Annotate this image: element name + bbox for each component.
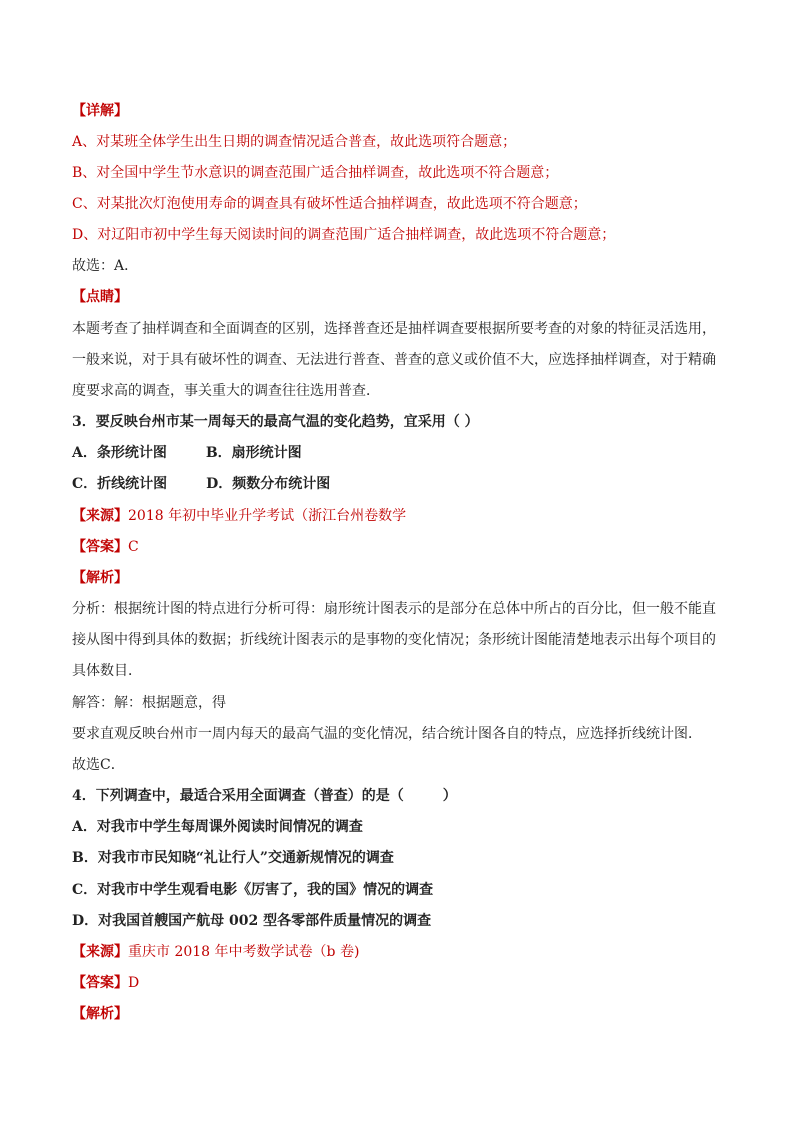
q3-source-text: 2018 年初中毕业升学考试（浙江台州卷数学 xyxy=(128,508,407,524)
q3-stem: 3．要反映台州市某一周每天的最高气温的变化趋势，宜采用（ ） xyxy=(72,414,479,430)
prev-option-d: D、对辽阳市初中学生每天阅读时间的调查范围广适合抽样调查，故此选项不符合题意； xyxy=(72,227,616,243)
q3-answer-label: 【答案】 xyxy=(72,539,128,555)
q4-answer-label: 【答案】 xyxy=(72,975,128,991)
dianjing-line-1: 本题考查了抽样调查和全面调查的区别，选择普查还是抽样调查要根据所要考查的对象的特征灵活选用， xyxy=(72,321,716,337)
q3-source xyxy=(72,505,734,527)
q3-options-row-1: A．条形统计图 B．扇形统计图 xyxy=(72,445,302,461)
q3-analysis-line-1: 分析：根据统计图的特点进行分析可得：扇形统计图表示的是部分在总体中所占的百分比，但一般不能直 xyxy=(72,601,716,617)
q3-analysis-label: 【解析】 xyxy=(72,570,128,586)
xiangjie-label: 【详解】 xyxy=(72,103,128,119)
q3-analysis-line-3: 具体数目． xyxy=(72,663,142,679)
q3-source-label: 【来源】 xyxy=(72,508,128,524)
q4-source-label: 【来源】 xyxy=(72,944,128,960)
q4-option-b: B．对我市市民知晓“礼让行人”交通新规情况的调查 xyxy=(72,850,394,866)
q4-answer xyxy=(72,972,734,994)
q4-option-d: D．对我国首艘国产航母 002 型各零部件质量情况的调查 xyxy=(72,913,432,929)
q4-source xyxy=(72,941,734,963)
q4-analysis-label: 【解析】 xyxy=(72,1006,128,1022)
q3-analysis-line-2: 接从图中得到具体的数据；折线统计图表示的是事物的变化情况；条形统计图能清楚地表示出每个项目的 xyxy=(72,632,716,648)
dianjing-label: 【点睛】 xyxy=(72,289,128,305)
q4-answer-text: D xyxy=(128,975,140,991)
dianjing-line-3: 度要求高的调查，事关重大的调查往往选用普查． xyxy=(72,383,380,399)
prev-option-c: C、对某批次灯泡使用寿命的调查具有破坏性适合抽样调查，故此选项不符合题意； xyxy=(72,196,587,212)
prev-option-b: B、对全国中学生节水意识的调查范围广适合抽样调查，故此选项不符合题意； xyxy=(72,165,559,181)
q3-answer xyxy=(72,536,734,558)
q3-answer-text: C xyxy=(128,539,139,555)
prev-option-a: A、对某班全体学生出生日期的调查情况适合普查，故此选项符合题意； xyxy=(72,134,517,150)
q4-option-c: C．对我市中学生观看电影《厉害了，我的国》情况的调查 xyxy=(72,882,434,898)
q3-analysis-line-4: 解答：解：根据题意，得 xyxy=(72,695,226,711)
q3-analysis-line-5: 要求直观反映台州市一周内每天的最高气温的变化情况，结合统计图各自的特点，应选择折线统计图． xyxy=(72,726,702,742)
q4-stem: 4．下列调查中，最适合采用全面调查（普查）的是（ ） xyxy=(72,788,457,804)
q4-source-text: 重庆市 2018 年中考数学试卷（b 卷) xyxy=(128,944,360,960)
q4-option-a: A．对我市中学生每周课外阅读时间情况的调查 xyxy=(72,819,363,835)
dianjing-line-2: 一般来说，对于具有破坏性的调查、无法进行普查、普查的意义或价值不大，应选择抽样调查，对于精确 xyxy=(72,352,716,368)
q3-analysis-line-6: 故选C． xyxy=(72,757,125,773)
prev-choice: 故选：A． xyxy=(72,258,139,274)
q3-options-row-2: C．折线统计图 D．频数分布统计图 xyxy=(72,476,331,492)
